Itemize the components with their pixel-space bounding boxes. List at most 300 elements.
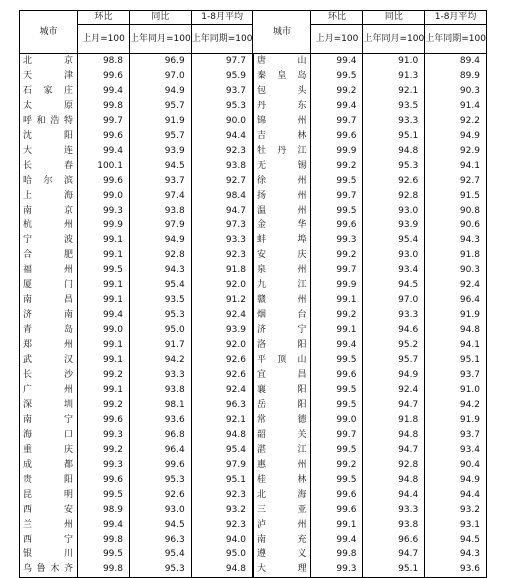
left-city-name: 福州 xyxy=(20,263,78,278)
left-mom-value: 99.1 xyxy=(78,233,130,248)
left-avg-value: 96.3 xyxy=(191,398,253,413)
right-yoy-value: 93.0 xyxy=(363,204,425,219)
left-city-name: 太原 xyxy=(20,99,78,114)
left-city-name: 深圳 xyxy=(20,398,78,413)
right-avg-value: 94.9 xyxy=(425,473,487,488)
left-yoy-value: 96.3 xyxy=(130,533,192,548)
left-city-name: 长沙 xyxy=(20,368,78,383)
right-avg-value: 94.2 xyxy=(425,398,487,413)
right-avg-value: 92.2 xyxy=(425,114,487,129)
right-mom-value: 99.5 xyxy=(311,473,363,488)
right-mom-value: 99.7 xyxy=(311,114,363,129)
right-avg-value: 89.4 xyxy=(425,54,487,69)
left-avg-value: 92.0 xyxy=(191,278,253,293)
left-mom-value: 100.1 xyxy=(78,159,130,174)
left-city-name: 上海 xyxy=(20,189,78,204)
table-row xyxy=(20,503,487,518)
right-yoy-value: 94.9 xyxy=(363,368,425,383)
left-yoy-value: 96.9 xyxy=(130,54,192,69)
left-mom-value: 99.3 xyxy=(78,458,130,473)
left-mom-value: 99.8 xyxy=(78,533,130,548)
right-city-name: 温州 xyxy=(253,204,311,219)
right-yoy-value: 95.4 xyxy=(363,233,425,248)
right-city-name: 三亚 xyxy=(253,503,311,518)
right-mom-value: 99.1 xyxy=(311,323,363,338)
right-city-name: 湛江 xyxy=(253,443,311,458)
left-city-name: 石家庄 xyxy=(20,84,78,99)
right-avg-value: 92.9 xyxy=(425,144,487,159)
right-mom-value: 99.6 xyxy=(311,368,363,383)
right-mom-value: 99.3 xyxy=(311,233,363,248)
right-avg-value: 95.1 xyxy=(425,353,487,368)
left-mom-value: 99.5 xyxy=(78,488,130,503)
left-avg-value: 97.9 xyxy=(191,458,253,473)
right-yoy-value: 94.6 xyxy=(363,323,425,338)
left-mom-value: 99.9 xyxy=(78,218,130,233)
left-yoy-value: 93.6 xyxy=(130,413,192,428)
right-city-name: 韶关 xyxy=(253,428,311,443)
left-city-name: 昆明 xyxy=(20,488,78,503)
right-yoy-value: 93.3 xyxy=(363,308,425,323)
left-mom-value: 99.4 xyxy=(78,518,130,533)
left-city-name: 南昌 xyxy=(20,293,78,308)
right-mom-value: 99.2 xyxy=(311,84,363,99)
left-city-name: 南宁 xyxy=(20,413,78,428)
table-row xyxy=(20,99,487,114)
left-city-name: 宁波 xyxy=(20,233,78,248)
right-yoy-value: 95.1 xyxy=(363,562,425,577)
table-row xyxy=(20,174,487,189)
right-avg-value: 93.7 xyxy=(425,368,487,383)
right-yoy-value: 95.2 xyxy=(363,338,425,353)
right-avg-value: 91.8 xyxy=(425,248,487,263)
right-yoy-value: 93.0 xyxy=(363,248,425,263)
right-mom-value: 99.3 xyxy=(311,562,363,577)
left-avg-value: 91.8 xyxy=(191,263,253,278)
table-row xyxy=(20,54,487,69)
right-mom-value: 99.2 xyxy=(311,458,363,473)
right-yoy-value: 94.7 xyxy=(363,547,425,562)
left-yoy-value: 93.7 xyxy=(130,174,192,189)
table-row xyxy=(20,413,487,428)
right-avg-value: 89.9 xyxy=(425,69,487,84)
left-yoy-value: 95.7 xyxy=(130,129,192,144)
left-mom-value: 99.2 xyxy=(78,398,130,413)
left-yoy-value: 91.9 xyxy=(130,114,192,129)
right-mom-value: 99.7 xyxy=(311,263,363,278)
right-city-name: 牡丹江 xyxy=(253,144,311,159)
right-avg-value: 93.4 xyxy=(425,443,487,458)
left-city-name: 天津 xyxy=(20,69,78,84)
right-yoy-value: 92.8 xyxy=(363,458,425,473)
left-avg-value: 91.2 xyxy=(191,293,253,308)
left-mom-value: 99.6 xyxy=(78,69,130,84)
right-city-name: 襄阳 xyxy=(253,383,311,398)
left-mom-value: 99.6 xyxy=(78,174,130,189)
right-yoy-value: 93.3 xyxy=(363,503,425,518)
left-yoy-value: 93.8 xyxy=(130,383,192,398)
left-city-name: 银川 xyxy=(20,547,78,562)
left-mom-value: 99.0 xyxy=(78,189,130,204)
right-mom-value: 99.2 xyxy=(311,248,363,263)
right-city-name: 扬州 xyxy=(253,189,311,204)
table-row xyxy=(20,443,487,458)
left-avg-value: 94.0 xyxy=(191,533,253,548)
left-city-name: 成都 xyxy=(20,458,78,473)
right-avg-value: 91.4 xyxy=(425,99,487,114)
right-city-name: 遵义 xyxy=(253,547,311,562)
left-yoy-value: 96.8 xyxy=(130,428,192,443)
right-avg-value: 91.9 xyxy=(425,308,487,323)
left-yoy-value: 95.7 xyxy=(130,99,192,114)
right-city-name: 无锡 xyxy=(253,159,311,174)
left-mom-value: 99.1 xyxy=(78,338,130,353)
price-index-table xyxy=(19,10,487,578)
header-yoy-base-right: 上年同月=100 xyxy=(363,25,425,54)
right-avg-value: 92.7 xyxy=(425,174,487,189)
left-avg-value: 93.2 xyxy=(191,503,253,518)
left-avg-value: 95.0 xyxy=(191,547,253,562)
left-avg-value: 93.3 xyxy=(191,233,253,248)
table-row xyxy=(20,84,487,99)
right-city-name: 南充 xyxy=(253,533,311,548)
left-mom-value: 99.1 xyxy=(78,383,130,398)
left-yoy-value: 93.0 xyxy=(130,503,192,518)
header-yoy-left: 同比 xyxy=(130,11,192,25)
right-yoy-value: 94.5 xyxy=(363,278,425,293)
left-mom-value: 99.6 xyxy=(78,413,130,428)
left-avg-value: 94.4 xyxy=(191,129,253,144)
left-yoy-value: 99.6 xyxy=(130,458,192,473)
left-yoy-value: 94.3 xyxy=(130,263,192,278)
left-city-name: 广州 xyxy=(20,383,78,398)
right-yoy-value: 94.8 xyxy=(363,428,425,443)
header-city-right: 城市 xyxy=(253,11,311,54)
header-row-main xyxy=(20,11,487,25)
left-city-name: 青岛 xyxy=(20,323,78,338)
left-yoy-value: 95.3 xyxy=(130,308,192,323)
right-yoy-value: 92.4 xyxy=(363,383,425,398)
left-city-name: 重庆 xyxy=(20,443,78,458)
right-mom-value: 99.2 xyxy=(311,308,363,323)
left-mom-value: 99.3 xyxy=(78,428,130,443)
table-row xyxy=(20,114,487,129)
right-yoy-value: 91.0 xyxy=(363,54,425,69)
header-mom-base-right: 上月=100 xyxy=(311,25,363,54)
left-yoy-value: 96.4 xyxy=(130,443,192,458)
table-row xyxy=(20,473,487,488)
header-city-left: 城市 xyxy=(20,11,78,54)
left-yoy-value: 94.9 xyxy=(130,84,192,99)
right-yoy-value: 91.8 xyxy=(363,413,425,428)
left-yoy-value: 93.8 xyxy=(130,204,192,219)
left-mom-value: 99.4 xyxy=(78,144,130,159)
price-index-table-container xyxy=(19,10,487,578)
left-mom-value: 99.1 xyxy=(78,353,130,368)
left-city-name: 合肥 xyxy=(20,248,78,263)
table-row xyxy=(20,248,487,263)
left-avg-value: 92.3 xyxy=(191,144,253,159)
left-mom-value: 99.4 xyxy=(78,308,130,323)
left-avg-value: 95.3 xyxy=(191,99,253,114)
right-avg-value: 94.4 xyxy=(425,488,487,503)
left-yoy-value: 93.5 xyxy=(130,293,192,308)
left-yoy-value: 95.4 xyxy=(130,547,192,562)
table-row xyxy=(20,69,487,84)
left-avg-value: 94.8 xyxy=(191,428,253,443)
left-avg-value: 95.9 xyxy=(191,69,253,84)
table-row xyxy=(20,233,487,248)
table-row xyxy=(20,278,487,293)
right-city-name: 金华 xyxy=(253,218,311,233)
right-city-name: 秦皇岛 xyxy=(253,69,311,84)
right-city-name: 吉林 xyxy=(253,129,311,144)
left-yoy-value: 98.1 xyxy=(130,398,192,413)
left-mom-value: 99.8 xyxy=(78,99,130,114)
right-city-name: 包头 xyxy=(253,84,311,99)
right-yoy-value: 94.7 xyxy=(363,443,425,458)
left-city-name: 哈尔滨 xyxy=(20,174,78,189)
right-mom-value: 99.0 xyxy=(311,413,363,428)
left-city-name: 沈阳 xyxy=(20,129,78,144)
left-mom-value: 98.8 xyxy=(78,54,130,69)
right-city-name: 安庆 xyxy=(253,248,311,263)
left-avg-value: 92.0 xyxy=(191,338,253,353)
right-avg-value: 94.3 xyxy=(425,547,487,562)
right-avg-value: 94.1 xyxy=(425,338,487,353)
right-yoy-value: 92.8 xyxy=(363,189,425,204)
right-yoy-value: 96.6 xyxy=(363,533,425,548)
table-row xyxy=(20,533,487,548)
right-avg-value: 96.4 xyxy=(425,293,487,308)
right-avg-value: 90.4 xyxy=(425,458,487,473)
right-city-name: 济宁 xyxy=(253,323,311,338)
left-mom-value: 99.1 xyxy=(78,278,130,293)
right-avg-value: 90.8 xyxy=(425,204,487,219)
left-avg-value: 97.7 xyxy=(191,54,253,69)
right-yoy-value: 95.3 xyxy=(363,159,425,174)
left-mom-value: 99.1 xyxy=(78,248,130,263)
header-avg-base-left: 上年同期=100 xyxy=(191,25,253,54)
right-yoy-value: 93.4 xyxy=(363,263,425,278)
left-city-name: 海口 xyxy=(20,428,78,443)
right-avg-value: 93.6 xyxy=(425,562,487,577)
left-avg-value: 92.3 xyxy=(191,248,253,263)
left-avg-value: 97.3 xyxy=(191,218,253,233)
table-row xyxy=(20,204,487,219)
header-avg-left: 1-8月平均 xyxy=(191,11,253,25)
right-city-name: 平顶山 xyxy=(253,353,311,368)
left-mom-value: 99.2 xyxy=(78,443,130,458)
right-city-name: 宜昌 xyxy=(253,368,311,383)
left-yoy-value: 92.6 xyxy=(130,488,192,503)
left-yoy-value: 93.3 xyxy=(130,368,192,383)
left-mom-value: 98.9 xyxy=(78,503,130,518)
table-row xyxy=(20,144,487,159)
right-avg-value: 91.0 xyxy=(425,383,487,398)
right-city-name: 唐山 xyxy=(253,54,311,69)
left-city-name: 乌鲁木齐 xyxy=(20,562,78,577)
table-row xyxy=(20,398,487,413)
right-avg-value: 93.7 xyxy=(425,428,487,443)
left-avg-value: 93.7 xyxy=(191,84,253,99)
right-mom-value: 99.4 xyxy=(311,99,363,114)
right-city-name: 惠州 xyxy=(253,458,311,473)
left-yoy-value: 95.4 xyxy=(130,278,192,293)
right-avg-value: 91.5 xyxy=(425,189,487,204)
right-yoy-value: 92.1 xyxy=(363,84,425,99)
left-mom-value: 99.3 xyxy=(78,204,130,219)
right-avg-value: 94.3 xyxy=(425,233,487,248)
left-avg-value: 95.4 xyxy=(191,443,253,458)
right-mom-value: 99.6 xyxy=(311,503,363,518)
left-yoy-value: 95.3 xyxy=(130,473,192,488)
left-avg-value: 92.1 xyxy=(191,413,253,428)
right-mom-value: 99.5 xyxy=(311,174,363,189)
right-city-name: 泸州 xyxy=(253,518,311,533)
left-avg-value: 98.4 xyxy=(191,189,253,204)
right-mom-value: 99.6 xyxy=(311,218,363,233)
right-yoy-value: 97.0 xyxy=(363,293,425,308)
left-mom-value: 99.6 xyxy=(78,129,130,144)
right-mom-value: 99.8 xyxy=(311,547,363,562)
left-mom-value: 99.7 xyxy=(78,114,130,129)
right-avg-value: 94.1 xyxy=(425,159,487,174)
left-city-name: 大连 xyxy=(20,144,78,159)
left-city-name: 兰州 xyxy=(20,518,78,533)
right-mom-value: 99.1 xyxy=(311,293,363,308)
table-row xyxy=(20,353,487,368)
right-yoy-value: 94.8 xyxy=(363,473,425,488)
left-city-name: 南京 xyxy=(20,204,78,219)
left-yoy-value: 94.5 xyxy=(130,159,192,174)
right-city-name: 徐州 xyxy=(253,174,311,189)
left-avg-value: 92.7 xyxy=(191,174,253,189)
table-row xyxy=(20,458,487,473)
table-row xyxy=(20,547,487,562)
left-avg-value: 93.8 xyxy=(191,159,253,174)
left-mom-value: 99.5 xyxy=(78,263,130,278)
left-city-name: 北京 xyxy=(20,54,78,69)
right-avg-value: 91.9 xyxy=(425,413,487,428)
left-yoy-value: 94.2 xyxy=(130,353,192,368)
right-city-name: 烟台 xyxy=(253,308,311,323)
left-city-name: 呼和浩特 xyxy=(20,114,78,129)
right-avg-value: 93.2 xyxy=(425,503,487,518)
right-yoy-value: 94.4 xyxy=(363,488,425,503)
left-yoy-value: 97.0 xyxy=(130,69,192,84)
right-mom-value: 99.5 xyxy=(311,383,363,398)
left-avg-value: 92.3 xyxy=(191,518,253,533)
table-row xyxy=(20,129,487,144)
left-city-name: 郑州 xyxy=(20,338,78,353)
table-row xyxy=(20,518,487,533)
left-city-name: 杭州 xyxy=(20,218,78,233)
table-row xyxy=(20,159,487,174)
right-city-name: 洛阳 xyxy=(253,338,311,353)
left-yoy-value: 94.5 xyxy=(130,518,192,533)
left-yoy-value: 94.9 xyxy=(130,233,192,248)
right-avg-value: 94.8 xyxy=(425,323,487,338)
left-mom-value: 99.4 xyxy=(78,84,130,99)
right-mom-value: 99.6 xyxy=(311,129,363,144)
right-mom-value: 99.5 xyxy=(311,398,363,413)
header-avg-base-right: 上年同期=100 xyxy=(425,25,487,54)
left-avg-value: 93.9 xyxy=(191,323,253,338)
right-yoy-value: 93.5 xyxy=(363,99,425,114)
left-avg-value: 92.6 xyxy=(191,353,253,368)
table-row xyxy=(20,189,487,204)
header-yoy-right: 同比 xyxy=(363,11,425,25)
right-mom-value: 99.5 xyxy=(311,353,363,368)
right-yoy-value: 92.6 xyxy=(363,174,425,189)
right-city-name: 泉州 xyxy=(253,263,311,278)
right-yoy-value: 93.9 xyxy=(363,218,425,233)
header-yoy-base-left: 上年同月=100 xyxy=(130,25,192,54)
left-mom-value: 99.5 xyxy=(78,547,130,562)
left-avg-value: 94.7 xyxy=(191,204,253,219)
left-avg-value: 92.3 xyxy=(191,488,253,503)
table-row xyxy=(20,428,487,443)
left-yoy-value: 91.7 xyxy=(130,338,192,353)
right-mom-value: 99.7 xyxy=(311,189,363,204)
left-yoy-value: 93.9 xyxy=(130,144,192,159)
right-avg-value: 93.1 xyxy=(425,518,487,533)
left-city-name: 西安 xyxy=(20,503,78,518)
right-mom-value: 99.9 xyxy=(311,278,363,293)
right-mom-value: 99.5 xyxy=(311,204,363,219)
right-yoy-value: 93.3 xyxy=(363,114,425,129)
right-avg-value: 90.3 xyxy=(425,84,487,99)
left-mom-value: 99.1 xyxy=(78,293,130,308)
right-city-name: 常德 xyxy=(253,413,311,428)
right-city-name: 锦州 xyxy=(253,114,311,129)
left-yoy-value: 97.4 xyxy=(130,189,192,204)
right-avg-value: 90.3 xyxy=(425,263,487,278)
right-mom-value: 99.5 xyxy=(311,443,363,458)
table-row xyxy=(20,488,487,503)
header-mom-right: 环比 xyxy=(311,11,363,25)
table-row xyxy=(20,383,487,398)
right-avg-value: 94.5 xyxy=(425,533,487,548)
table-row xyxy=(20,368,487,383)
right-mom-value: 99.4 xyxy=(311,338,363,353)
left-city-name: 贵阳 xyxy=(20,473,78,488)
table-row xyxy=(20,293,487,308)
left-city-name: 济南 xyxy=(20,308,78,323)
left-yoy-value: 95.3 xyxy=(130,562,192,577)
right-mom-value: 99.4 xyxy=(311,533,363,548)
left-avg-value: 92.6 xyxy=(191,368,253,383)
right-avg-value: 92.4 xyxy=(425,278,487,293)
right-yoy-value: 93.8 xyxy=(363,518,425,533)
right-mom-value: 99.2 xyxy=(311,159,363,174)
left-city-name: 武汉 xyxy=(20,353,78,368)
right-mom-value: 99.9 xyxy=(311,144,363,159)
table-row xyxy=(20,562,487,577)
right-yoy-value: 94.8 xyxy=(363,144,425,159)
right-mom-value: 99.5 xyxy=(311,69,363,84)
right-mom-value: 99.4 xyxy=(311,54,363,69)
right-yoy-value: 95.1 xyxy=(363,129,425,144)
right-mom-value: 99.7 xyxy=(311,428,363,443)
right-city-name: 桂林 xyxy=(253,473,311,488)
left-city-name: 长春 xyxy=(20,159,78,174)
header-mom-left: 环比 xyxy=(78,11,130,25)
left-avg-value: 95.1 xyxy=(191,473,253,488)
table-row xyxy=(20,263,487,278)
right-city-name: 岳阳 xyxy=(253,398,311,413)
